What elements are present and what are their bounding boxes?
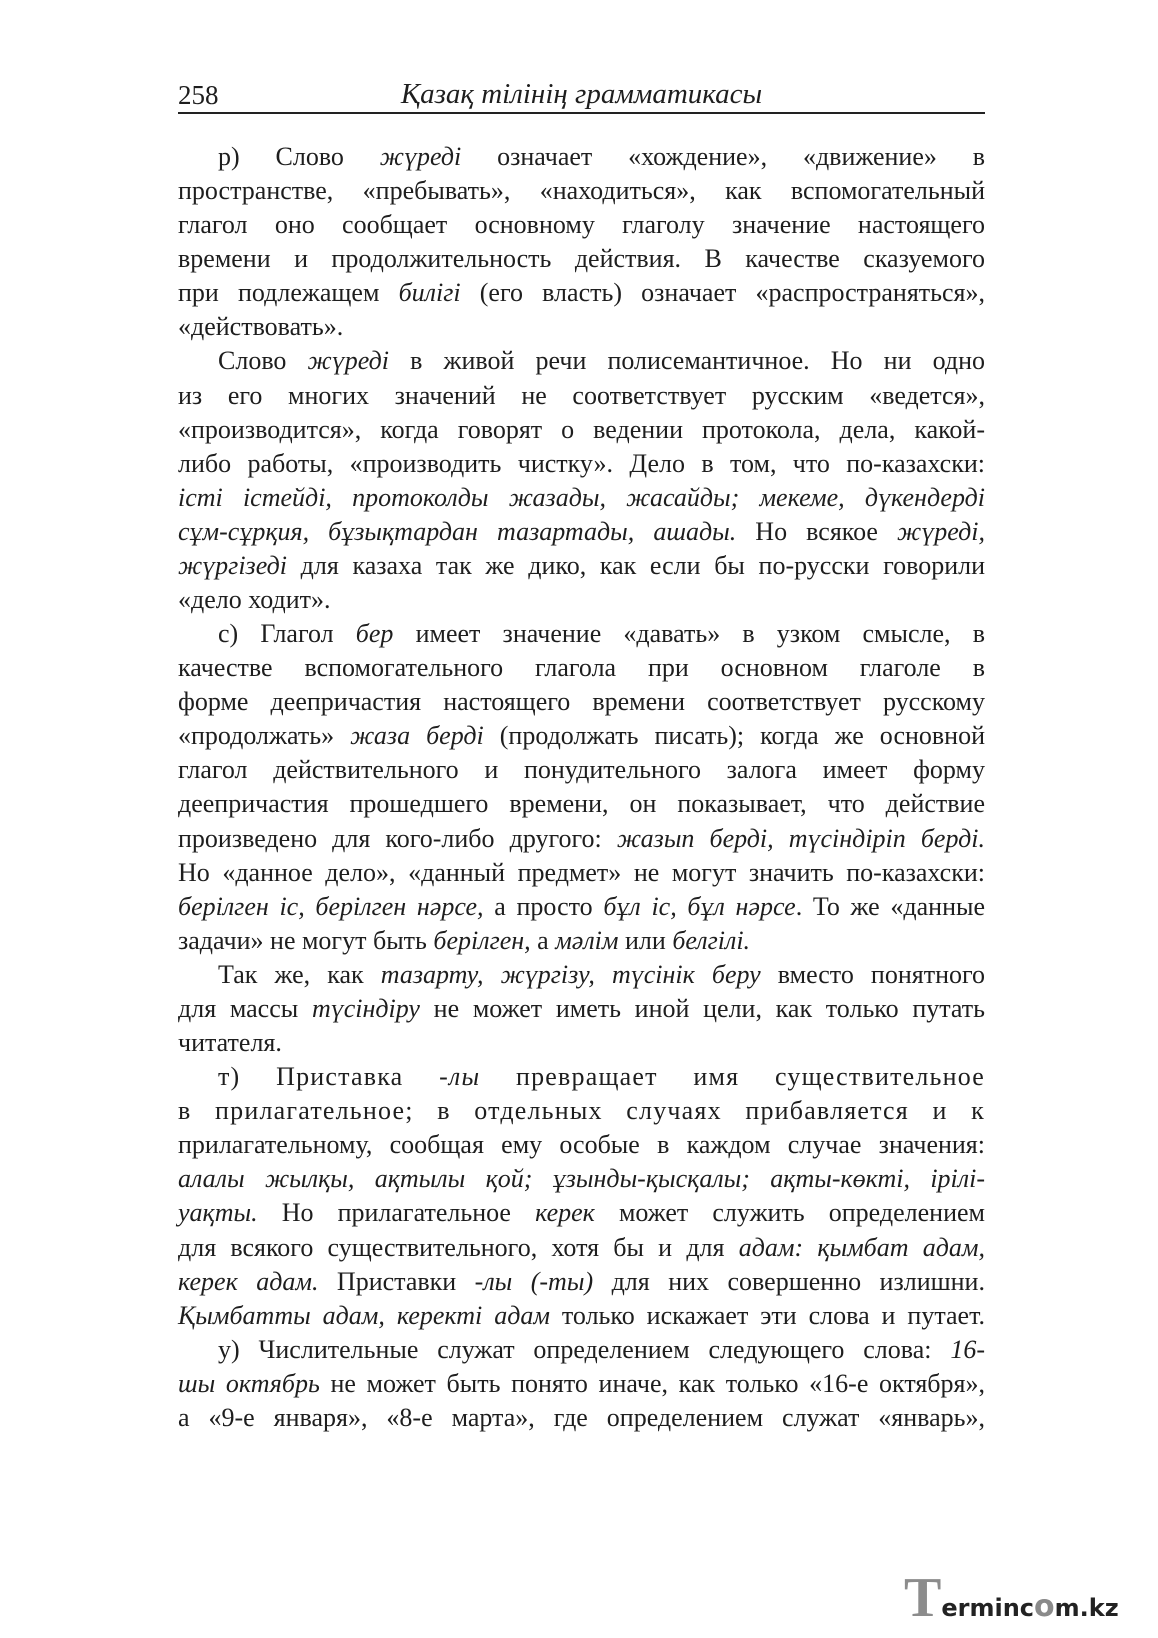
text-line (178, 583, 985, 617)
italic-text-run: адам: қымбат адам, (738, 1232, 985, 1262)
text-run: имеет значение «давать» в узком смысле, в (393, 619, 985, 649)
paragraph (178, 140, 985, 344)
text-run: (его власть) означает «распространяться», (460, 278, 985, 308)
text-run: Но прилагательное (257, 1198, 536, 1228)
italic-text-run: билігі (398, 278, 461, 308)
text-line (178, 1367, 985, 1401)
italic-text-run: жаза берді (350, 721, 484, 751)
text-line (178, 787, 985, 821)
italic-text-run: сұм-сұрқия, бұзықтардан тазартады, ашады. (178, 516, 737, 546)
text-run: не может иметь иной цели, как только путать (419, 993, 985, 1023)
italic-text-run: жүреді (307, 346, 389, 376)
text-line (178, 208, 985, 242)
text-run: «производится», когда говорят о ведении протокола, дела, какой- (178, 414, 985, 444)
text-run: «продолжать» (178, 721, 351, 751)
text-line (178, 310, 985, 344)
text-run: . То же «данные (795, 891, 985, 921)
text-run: при подлежащем (178, 278, 399, 308)
text-line (178, 344, 985, 378)
text-run: т) Приставка (218, 1062, 440, 1092)
text-run: только искажает эти слова и путает. (549, 1300, 985, 1330)
text-run: Приставки (318, 1266, 475, 1296)
text-line (178, 1231, 985, 1265)
text-line (178, 242, 985, 276)
italic-text-run: 16- (950, 1334, 985, 1364)
text-run: прилагательному, сообщая ему особые в каждом случае значения: (178, 1130, 985, 1160)
text-run: из его многих значений не соответствует русским «ведется», (178, 380, 985, 410)
text-line (178, 549, 985, 583)
italic-text-run: керек адам. (178, 1266, 319, 1296)
text-line (178, 413, 985, 447)
text-line (178, 856, 985, 890)
text-run: в живой речи полисемантичное. Но ни одно (388, 346, 985, 376)
text-line (178, 753, 985, 787)
italic-text-run: мәлім (555, 925, 619, 955)
text-run: глагол оно сообщает основному глаголу значение настоящего (178, 210, 985, 240)
text-line (178, 140, 985, 174)
text-run: времени и продолжительность действия. В качестве сказуемого (178, 244, 985, 274)
text-line (178, 1060, 985, 1094)
text-line (178, 958, 985, 992)
italic-text-run: жазып берді, түсіндіріп берді. (616, 823, 985, 853)
page-number: 258 (178, 80, 219, 110)
italic-text-run: -лы (-ты) (474, 1266, 594, 1296)
italic-text-run: жүреді, (897, 516, 985, 546)
italic-text-run: тазарту, жүргізу, түсінік беру (380, 959, 761, 989)
text-run: «дело ходит». (178, 585, 331, 615)
text-run: для казаха так же дико, как если бы по-русски говорили (286, 550, 985, 580)
text-line (178, 481, 985, 515)
text-run: Так же, как (218, 959, 381, 989)
watermark-logo (904, 1568, 1119, 1628)
text-line (178, 515, 985, 549)
text-run: глагол действительного и понудительного залога имеет форму (178, 755, 985, 785)
italic-text-run: шы октябрь (178, 1368, 320, 1398)
paragraph (178, 344, 985, 617)
text-run: Но всякое (736, 516, 898, 546)
text-line (178, 992, 985, 1026)
text-run: Слово (218, 346, 308, 376)
text-run: не может быть понято иначе, как только «16-е октября», (319, 1368, 985, 1398)
text-line (178, 447, 985, 481)
text-line (178, 719, 985, 753)
italic-text-run: жүреді (379, 142, 462, 171)
text-line (178, 1128, 985, 1162)
text-run: либо работы, «производить чистку». Дело в том, что по-казахски: (178, 448, 985, 478)
text-run: для них совершенно излишни. (593, 1266, 985, 1296)
italic-text-run: уақты. (178, 1198, 258, 1228)
text-line (178, 617, 985, 651)
text-run: «действовать». (178, 312, 344, 342)
text-run: а просто (483, 891, 604, 921)
text-line (178, 174, 985, 208)
paragraph (178, 1060, 985, 1333)
text-run: читателя. (178, 1028, 282, 1058)
text-run: а «9-е января», «8-е марта», где определением служат «январь», (178, 1402, 985, 1432)
text-run: в прилагательное; в отдельных случаях прибавляется и к (178, 1096, 985, 1126)
text-run: (продолжать писать); когда же основной (483, 721, 985, 751)
text-run: пространстве, «пребывать», «находиться», как вспомогательный (178, 176, 985, 206)
text-run: или (618, 925, 673, 955)
italic-text-run: Қымбатты адам, керекті адам (178, 1300, 550, 1330)
watermark-logo-letter: T (904, 1567, 942, 1629)
text-run: может служить определением (594, 1198, 985, 1228)
paragraph (178, 1333, 985, 1435)
text-run: вместо понятного (760, 959, 985, 989)
italic-text-run: алалы жылқы, ақтылы қой; ұзынды-қысқалы; ақты-көкті, ірілі- (178, 1164, 985, 1194)
text-run: с) Глагол (218, 619, 356, 649)
header-rule (178, 112, 985, 114)
text-line (178, 1094, 985, 1128)
italic-text-run: жүргізеді (178, 550, 287, 580)
text-line (178, 276, 985, 310)
italic-text-run: істі істейді, протоколды жазады, жасайды; мекеме, дүкендерді (178, 482, 985, 512)
text-body (178, 140, 985, 1435)
text-run: Но «данное дело», «данный предмет» не могут значить по-казахски: (178, 857, 985, 887)
text-run: для массы (178, 993, 312, 1023)
italic-text-run: керек (535, 1198, 595, 1228)
text-line (178, 685, 985, 719)
text-run: превращает имя существительное (480, 1062, 985, 1092)
text-line (178, 1026, 985, 1060)
text-line (178, 1196, 985, 1230)
text-run: р) Слово (218, 142, 380, 171)
text-line (178, 890, 985, 924)
italic-text-run: түсіндіру (311, 993, 420, 1023)
watermark-logo-domain: m.kz (1054, 1594, 1119, 1622)
text-line (178, 924, 985, 958)
text-line (178, 822, 985, 856)
watermark-logo-text: erminc (941, 1594, 1035, 1622)
italic-text-run: белгілі. (672, 925, 751, 955)
text-run: форме деепричастия настоящего времени соответствует русскому (178, 687, 985, 717)
text-run: означает «хождение», «движение» в (461, 142, 986, 171)
watermark-logo-ring: o (1034, 1589, 1055, 1624)
text-line (178, 379, 985, 413)
text-line (178, 1265, 985, 1299)
paragraph (178, 958, 985, 1060)
text-run: у) Числительные служат определением следующего слова: (218, 1334, 951, 1364)
text-run: для всякого существительного, хотя бы и для (178, 1232, 739, 1262)
text-run: произведено для кого-либо другого: (178, 823, 617, 853)
text-line (178, 1162, 985, 1196)
italic-text-run: -лы (439, 1062, 481, 1092)
text-line (178, 1299, 985, 1333)
running-title: Қазақ тілінің грамматикасы (400, 78, 763, 110)
italic-text-run: берілген іс, берілген нәрсе, (178, 891, 484, 921)
text-run: качестве вспомогательного глагола при основном глаголе в (178, 653, 985, 683)
italic-text-run: бер (355, 619, 394, 649)
paragraph (178, 617, 985, 958)
italic-text-run: берілген, (433, 925, 531, 955)
text-line (178, 1333, 985, 1367)
italic-text-run: бұл іс, бұл нәрсе (603, 891, 796, 921)
text-line (178, 1401, 985, 1435)
text-run: деепричастия прошедшего времени, он показывает, что действие (178, 789, 985, 819)
text-run: задачи» не могут быть (178, 925, 434, 955)
text-line (178, 651, 985, 685)
running-header (178, 76, 985, 112)
text-run: а (530, 925, 556, 955)
